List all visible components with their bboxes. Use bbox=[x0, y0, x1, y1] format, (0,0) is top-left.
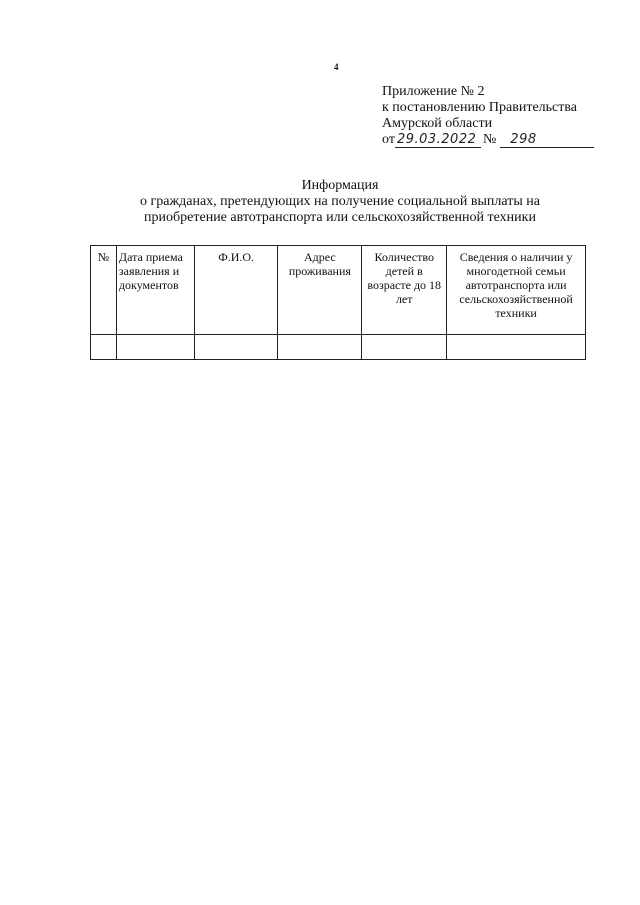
appendix-title: Приложение № 2 bbox=[382, 84, 485, 99]
column-header-address: Адрес проживания bbox=[278, 246, 362, 335]
appendix-resolution: к постановлению Правительства bbox=[382, 100, 578, 115]
title-heading: Информация bbox=[301, 178, 379, 193]
table-cell bbox=[278, 335, 362, 360]
appendix-date-number bbox=[382, 132, 622, 148]
column-header-date: Дата приема заявления и документов bbox=[116, 246, 194, 335]
column-header-children: Количество детей в возрасте до 18 лет bbox=[362, 246, 447, 335]
column-header-vehicles: Сведения о наличии у многодетной семьи автотранспорта или сельскохозяйственной техники bbox=[447, 246, 586, 335]
document-title bbox=[60, 178, 620, 226]
date-prefix: от bbox=[382, 132, 395, 147]
handwritten-number: 298 bbox=[500, 133, 594, 148]
handwritten-date: 29.03.2022 bbox=[395, 133, 481, 148]
column-header-number: № bbox=[91, 246, 117, 335]
table-cell bbox=[362, 335, 447, 360]
table-cell bbox=[91, 335, 117, 360]
number-prefix: № bbox=[482, 132, 497, 147]
citizens-info-table bbox=[90, 245, 586, 360]
title-line-3: приобретение автотранспорта или сельскохозяйственной техники bbox=[144, 210, 536, 225]
table-cell bbox=[194, 335, 278, 360]
appendix-region: Амурской области bbox=[382, 116, 493, 131]
table-cell bbox=[447, 335, 586, 360]
table-row bbox=[91, 335, 586, 360]
title-line-2: о гражданах, претендующих на получение социальной выплаты на bbox=[140, 194, 540, 209]
table-cell bbox=[116, 335, 194, 360]
table-header-row bbox=[91, 246, 586, 335]
appendix-block bbox=[382, 84, 622, 148]
page-number: 4 bbox=[334, 62, 339, 72]
column-header-name: Ф.И.О. bbox=[194, 246, 278, 335]
